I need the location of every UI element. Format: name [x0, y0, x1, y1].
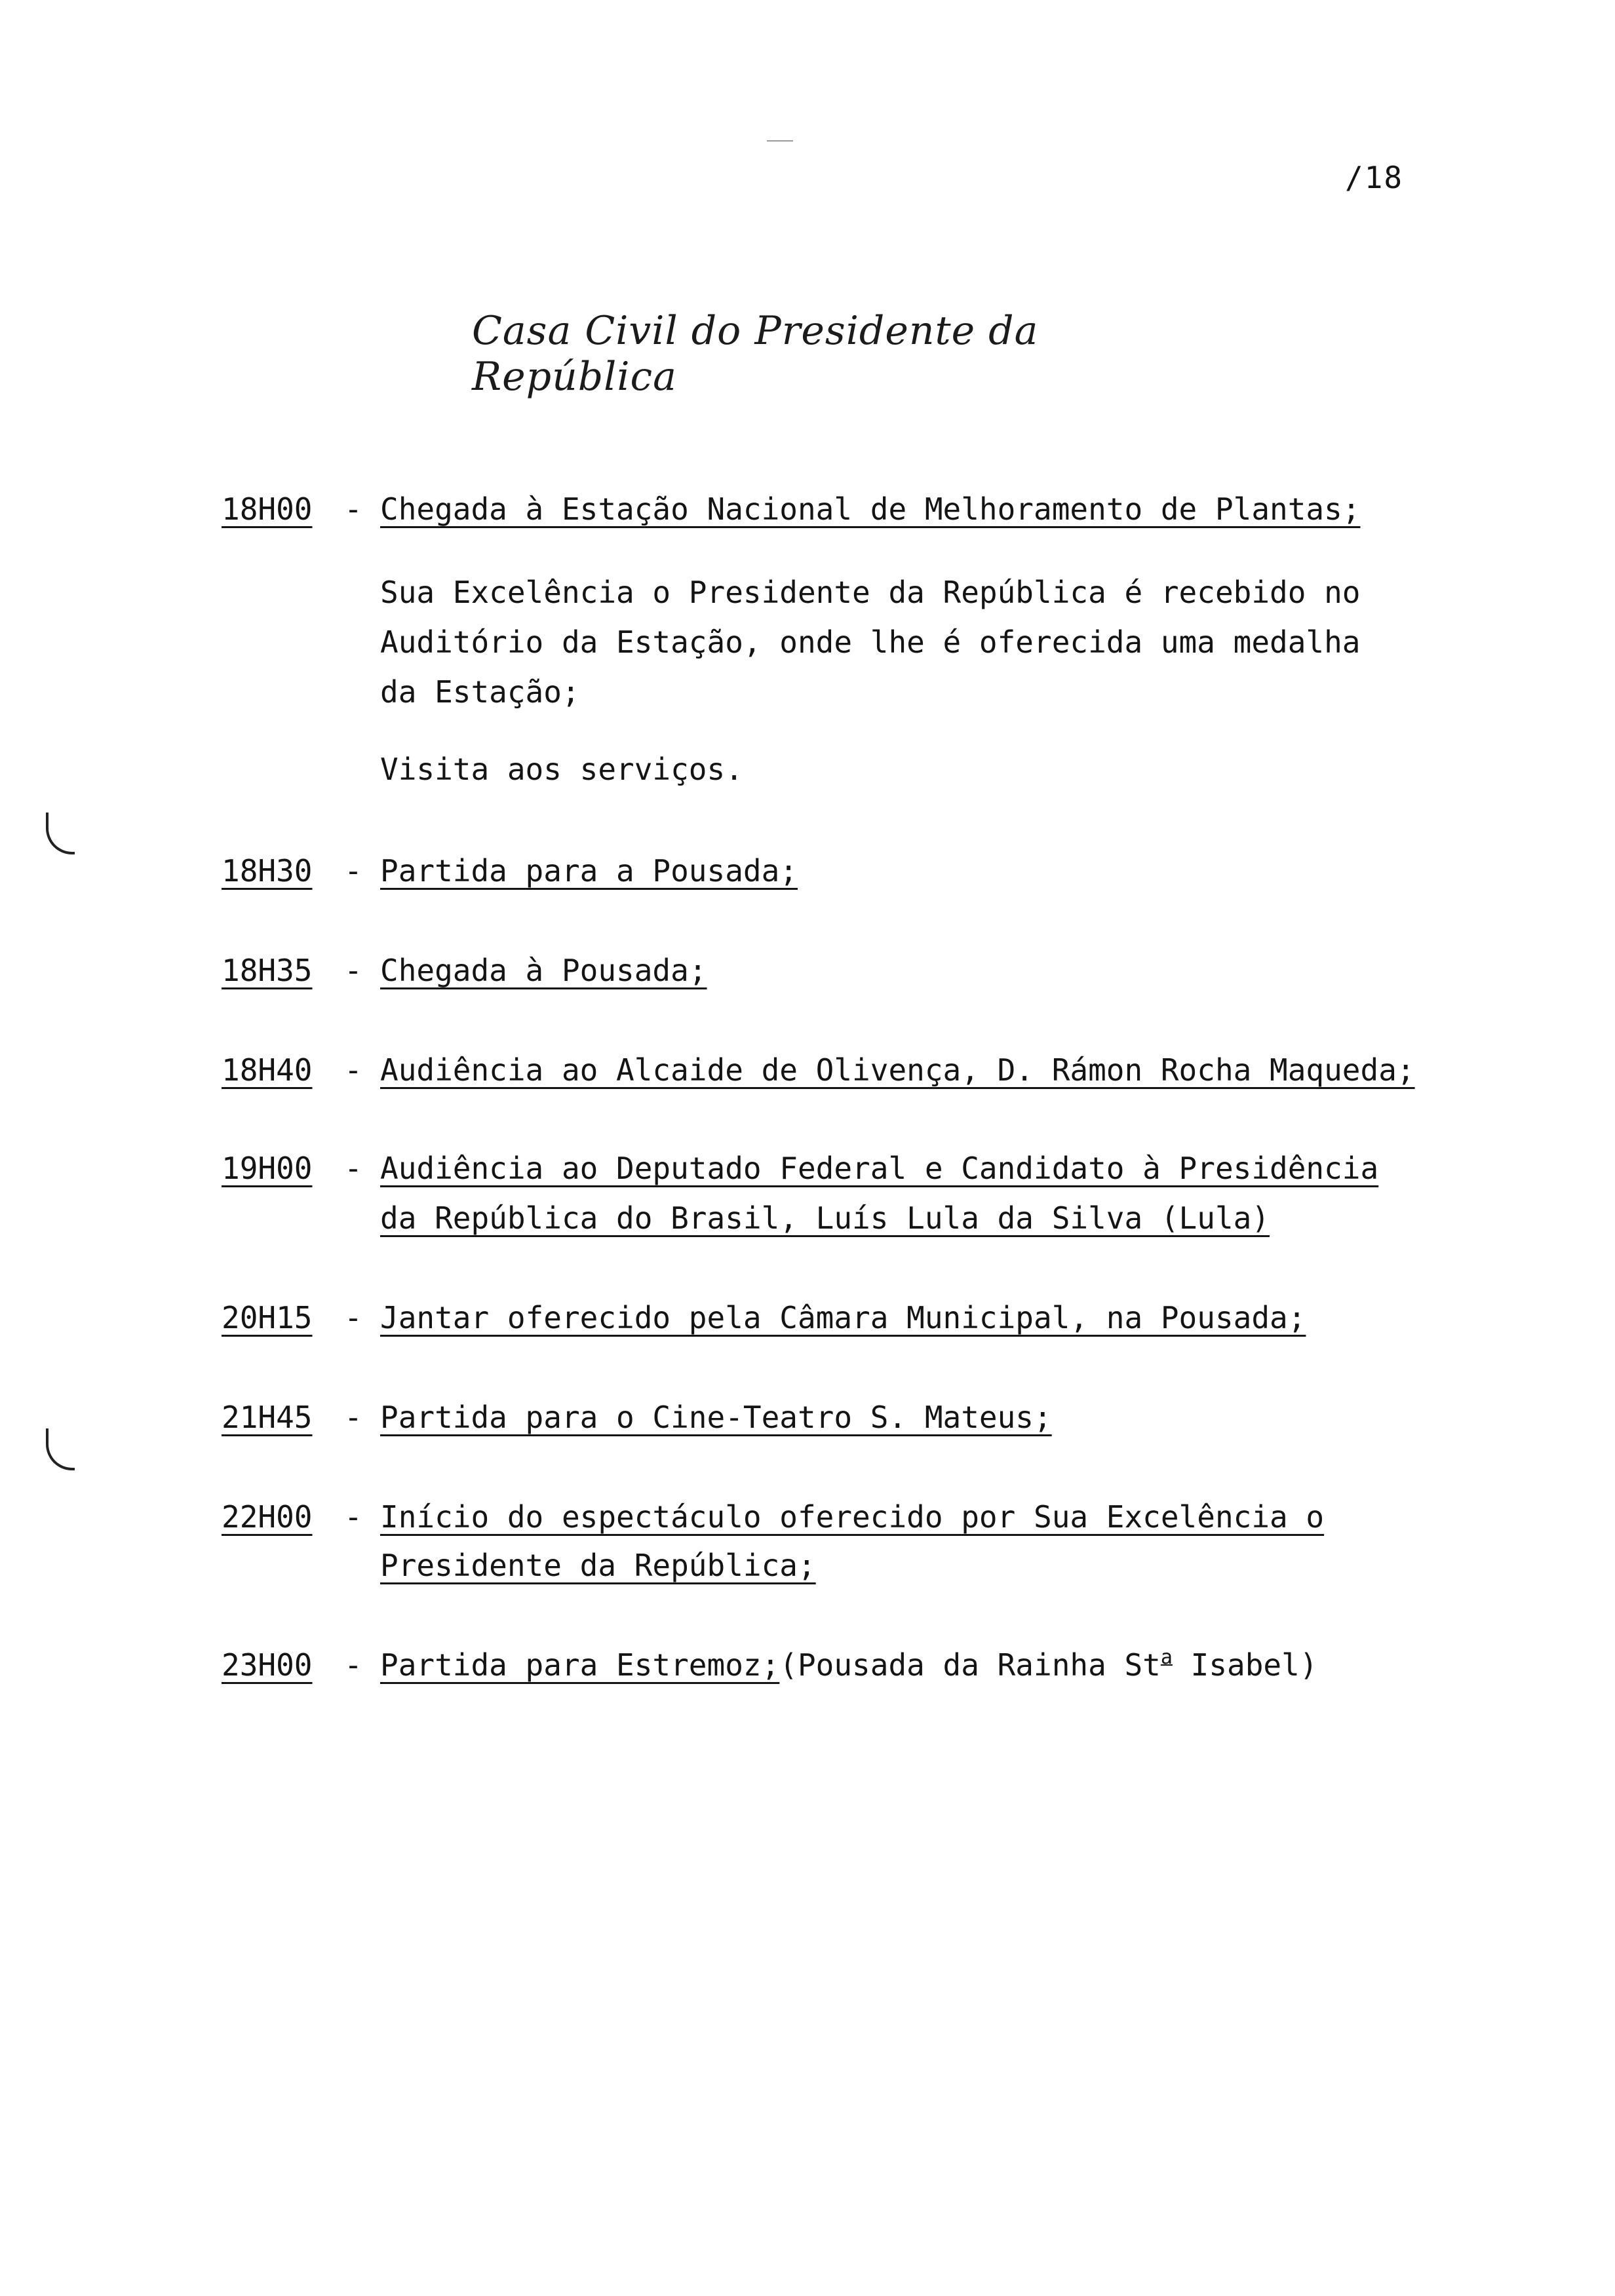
schedule-entry-1840: [222, 1046, 1415, 1094]
schedule-entry-2015: [222, 1293, 1306, 1342]
detail-paragraph: [380, 567, 1361, 717]
entry-description: Partida para o Cine-Teatro S. Mateus;: [380, 1400, 1052, 1435]
entry-description: Jantar oferecido pela Câmara Municipal, na Pousada;: [380, 1300, 1306, 1335]
scan-speck: [767, 140, 793, 142]
entry-dash: -: [344, 853, 362, 889]
entry-description-cont: [380, 1194, 1270, 1242]
schedule-entry-1830: [222, 847, 798, 895]
entry-dash: -: [344, 1400, 362, 1435]
detail-line-3: da Estação;: [380, 674, 580, 710]
entry-description: Chegada à Pousada;: [380, 953, 707, 988]
entry-dash: -: [344, 1499, 362, 1535]
schedule-entry-2200: [222, 1493, 1324, 1541]
detail-line-2: Auditório da Estação, onde lhe é oferecida uma medalha: [380, 624, 1361, 660]
entry-extra-superscript: a: [1160, 1646, 1173, 1669]
entry-description-line2: Presidente da República;: [380, 1548, 816, 1583]
entry-time: 19H00: [222, 1151, 313, 1186]
entry-time: 23H00: [222, 1647, 313, 1683]
entry-extra-post: Isabel): [1172, 1647, 1318, 1683]
entry-time: 20H15: [222, 1300, 313, 1335]
margin-bracket-mark: [46, 813, 75, 854]
entry-description-cont: [380, 1541, 816, 1590]
entry-time: 21H45: [222, 1400, 313, 1435]
entry-dash: -: [344, 1647, 362, 1683]
entry-description: Chegada à Estação Nacional de Melhoramento de Plantas;: [380, 491, 1361, 527]
schedule-entry-1900: [222, 1144, 1378, 1193]
entry-description: Audiência ao Deputado Federal e Candidato à Presidência: [380, 1151, 1379, 1186]
entry-time: 18H40: [222, 1052, 313, 1088]
schedule-entry-2145: [222, 1393, 1052, 1442]
entry-description-line2: da República do Brasil, Luís Lula da Silva (Lula): [380, 1200, 1270, 1236]
entry-extra-pre: (Pousada da Rainha St: [779, 1647, 1161, 1683]
entry-description: Audiência ao Alcaide de Olivença, D. Rámon Rocha Maqueda;: [380, 1052, 1415, 1088]
entry-dash: -: [344, 1151, 362, 1186]
schedule-entry-1800: [222, 485, 1361, 533]
entry-description: Partida para a Pousada;: [380, 853, 798, 889]
entry-time: 18H30: [222, 853, 313, 889]
detail-visit: Visita aos serviços.: [380, 752, 743, 787]
entry-description: Partida para Estremoz;: [380, 1647, 780, 1683]
entry-dash: -: [344, 953, 362, 988]
entry-time: 22H00: [222, 1499, 313, 1535]
margin-bracket-mark: [46, 1428, 75, 1470]
entry-dash: -: [344, 1052, 362, 1088]
entry-dash: -: [344, 1300, 362, 1335]
schedule-entry-1835: [222, 946, 707, 995]
letterhead: Casa Civil do Presidente da República: [472, 308, 1039, 400]
entry-dash: -: [344, 491, 362, 527]
schedule-entry-2300: [222, 1641, 1318, 1694]
entry-description: Início do espectáculo oferecido por Sua Excelência o: [380, 1499, 1325, 1535]
entry-time: 18H35: [222, 953, 313, 988]
entry-time: 18H00: [222, 491, 313, 527]
detail-line-1: Sua Excelência o Presidente da República é recebido no: [380, 575, 1361, 610]
page-number: /18: [1345, 160, 1404, 195]
